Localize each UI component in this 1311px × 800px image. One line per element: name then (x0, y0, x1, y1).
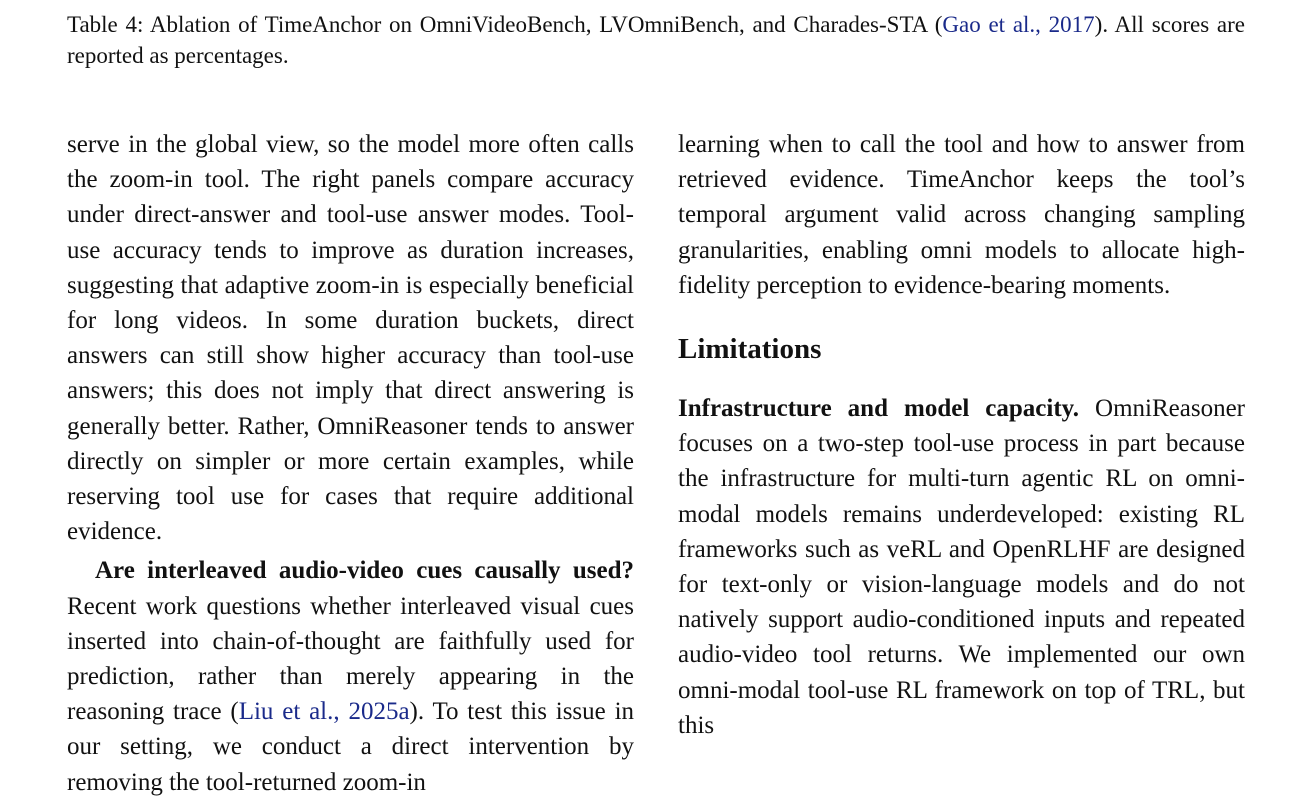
citation-link-gao[interactable]: Gao et al., 2017 (942, 12, 1095, 37)
section-heading-limitations: Limitations (678, 333, 822, 366)
table-caption (67, 9, 1245, 71)
paragraph-duration-analysis: serve in the global view, so the model more often calls the zoom-in tool. The right panels compare accuracy under direct-answer and tool-use answer modes. Tool-use accuracy tends to improve as duration increases, suggesting that adaptive zoom-in is especially beneficial for long videos. In some duration buckets, direct answers can still show higher accuracy than tool-use answers; this does not imply that direct answering is generally better. Rather, OmniReasoner tends to answer directly on simpler or more certain examples, while reserving tool use for cases that require additional evidence. (67, 131, 634, 546)
paragraph-heading-infrastructure: Infrastructure and model capacity. (678, 395, 1080, 423)
paragraph-heading-causal: Are interleaved audio-video cues causally used? (95, 557, 634, 585)
paragraph-timeanchor-summary: learning when to call the tool and how to answer from retrieved evidence. TimeAnchor keeps the tool’s temporal argument valid across changing sampling granularities, enabling omni models to allocate high-fidelity perception to evidence-bearing moments. (678, 131, 1245, 299)
citation-link-liu[interactable]: Liu et al., 2025a (238, 698, 410, 726)
caption-text-end: ). All scores are reported as percentages. (67, 12, 1245, 68)
left-column (67, 127, 634, 800)
paragraph-infrastructure: Infrastructure and model capacity. OmniReasoner focuses on a two-step tool-use process in part because the infrastructure for multi-turn agentic RL on omni-modal models remains underdeveloped: existing RL frameworks such as veRL and OpenRLHF are designed for text-only or vision-language models and do not natively support audio-conditioned inputs and repeated audio-video tool returns. We implemented our own omni-modal tool-use RL framework on top of TRL, but this (678, 395, 1245, 739)
right-column (678, 127, 1245, 743)
paragraph-causal-cues: Are interleaved audio-video cues causally used? Recent work questions whether interleaved visual cues inserted into chain-of-thought are faithfully used for prediction, rather than merely appearing in the reasoning trace (Liu et al., 2025a). To test this issue in our setting, we conduct a direct intervention by removing the tool-returned zoom-in (67, 557, 635, 796)
caption-text: Table 4: Ablation of TimeAnchor on OmniVideoBench, LVOmniBench, and Charades-STA ( (67, 12, 943, 37)
